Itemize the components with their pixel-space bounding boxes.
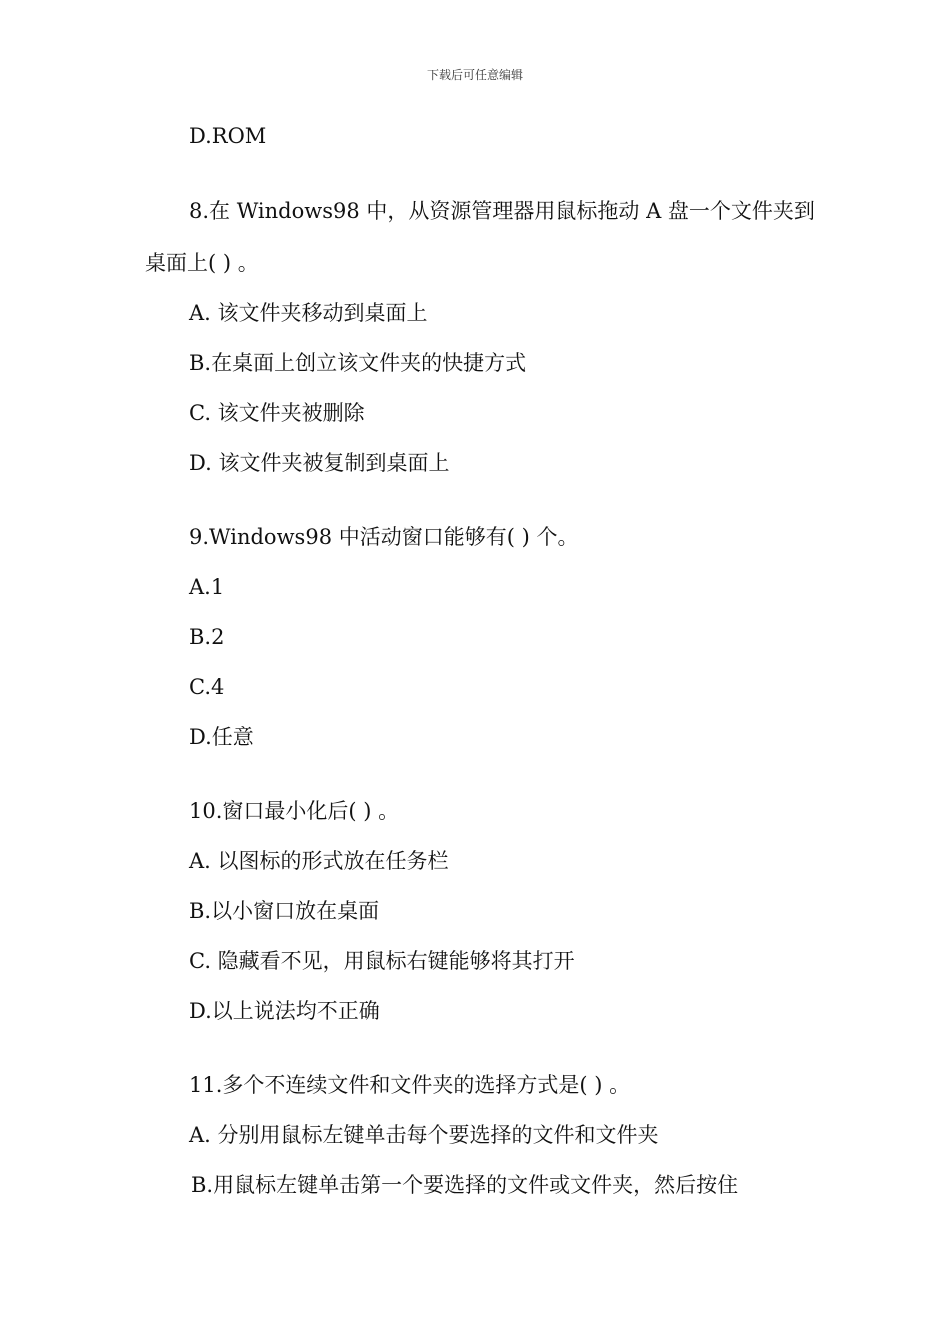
q8-question-cont: 桌面上( ) 。 (145, 251, 259, 275)
q8-question: 8.在 Windows98 中，从资源管理器用鼠标拖动 A 盘一个文件夹到 (189, 199, 815, 223)
q11-option-a: A. 分别用鼠标左键单击每个要选择的文件和文件夹 (189, 1123, 659, 1147)
q8-option-c: C. 该文件夹被删除 (189, 401, 365, 425)
q7-option-d: D.ROM (189, 124, 267, 148)
q9-option-d: D.任意 (189, 725, 254, 749)
q8-option-a: A. 该文件夹移动到桌面上 (189, 301, 428, 325)
q9-question: 9.Windows98 中活动窗口能够有( ) 个。 (189, 525, 579, 549)
q10-option-b: B.以小窗口放在桌面 (189, 899, 380, 923)
q9-option-b: B.2 (189, 625, 225, 649)
q11-option-b: B.用鼠标左键单击第一个要选择的文件或文件夹，然后按住 (191, 1173, 739, 1197)
q10-option-c: C. 隐藏看不见，用鼠标右键能够将其打开 (189, 949, 575, 973)
q8-option-b: B.在桌面上创立该文件夹的快捷方式 (189, 351, 527, 375)
q10-option-d: D.以上说法均不正确 (189, 999, 380, 1023)
q9-option-c: C.4 (189, 675, 225, 699)
q9-option-a: A.1 (189, 575, 225, 599)
q11-question: 11.多个不连续文件和文件夹的选择方式是( ) 。 (189, 1073, 631, 1097)
q10-option-a: A. 以图标的形式放在任务栏 (189, 849, 449, 873)
q10-question: 10.窗口最小化后( ) 。 (189, 799, 400, 823)
page-header: 下载后可任意编辑 (426, 68, 523, 82)
q8-option-d: D. 该文件夹被复制到桌面上 (189, 451, 450, 475)
